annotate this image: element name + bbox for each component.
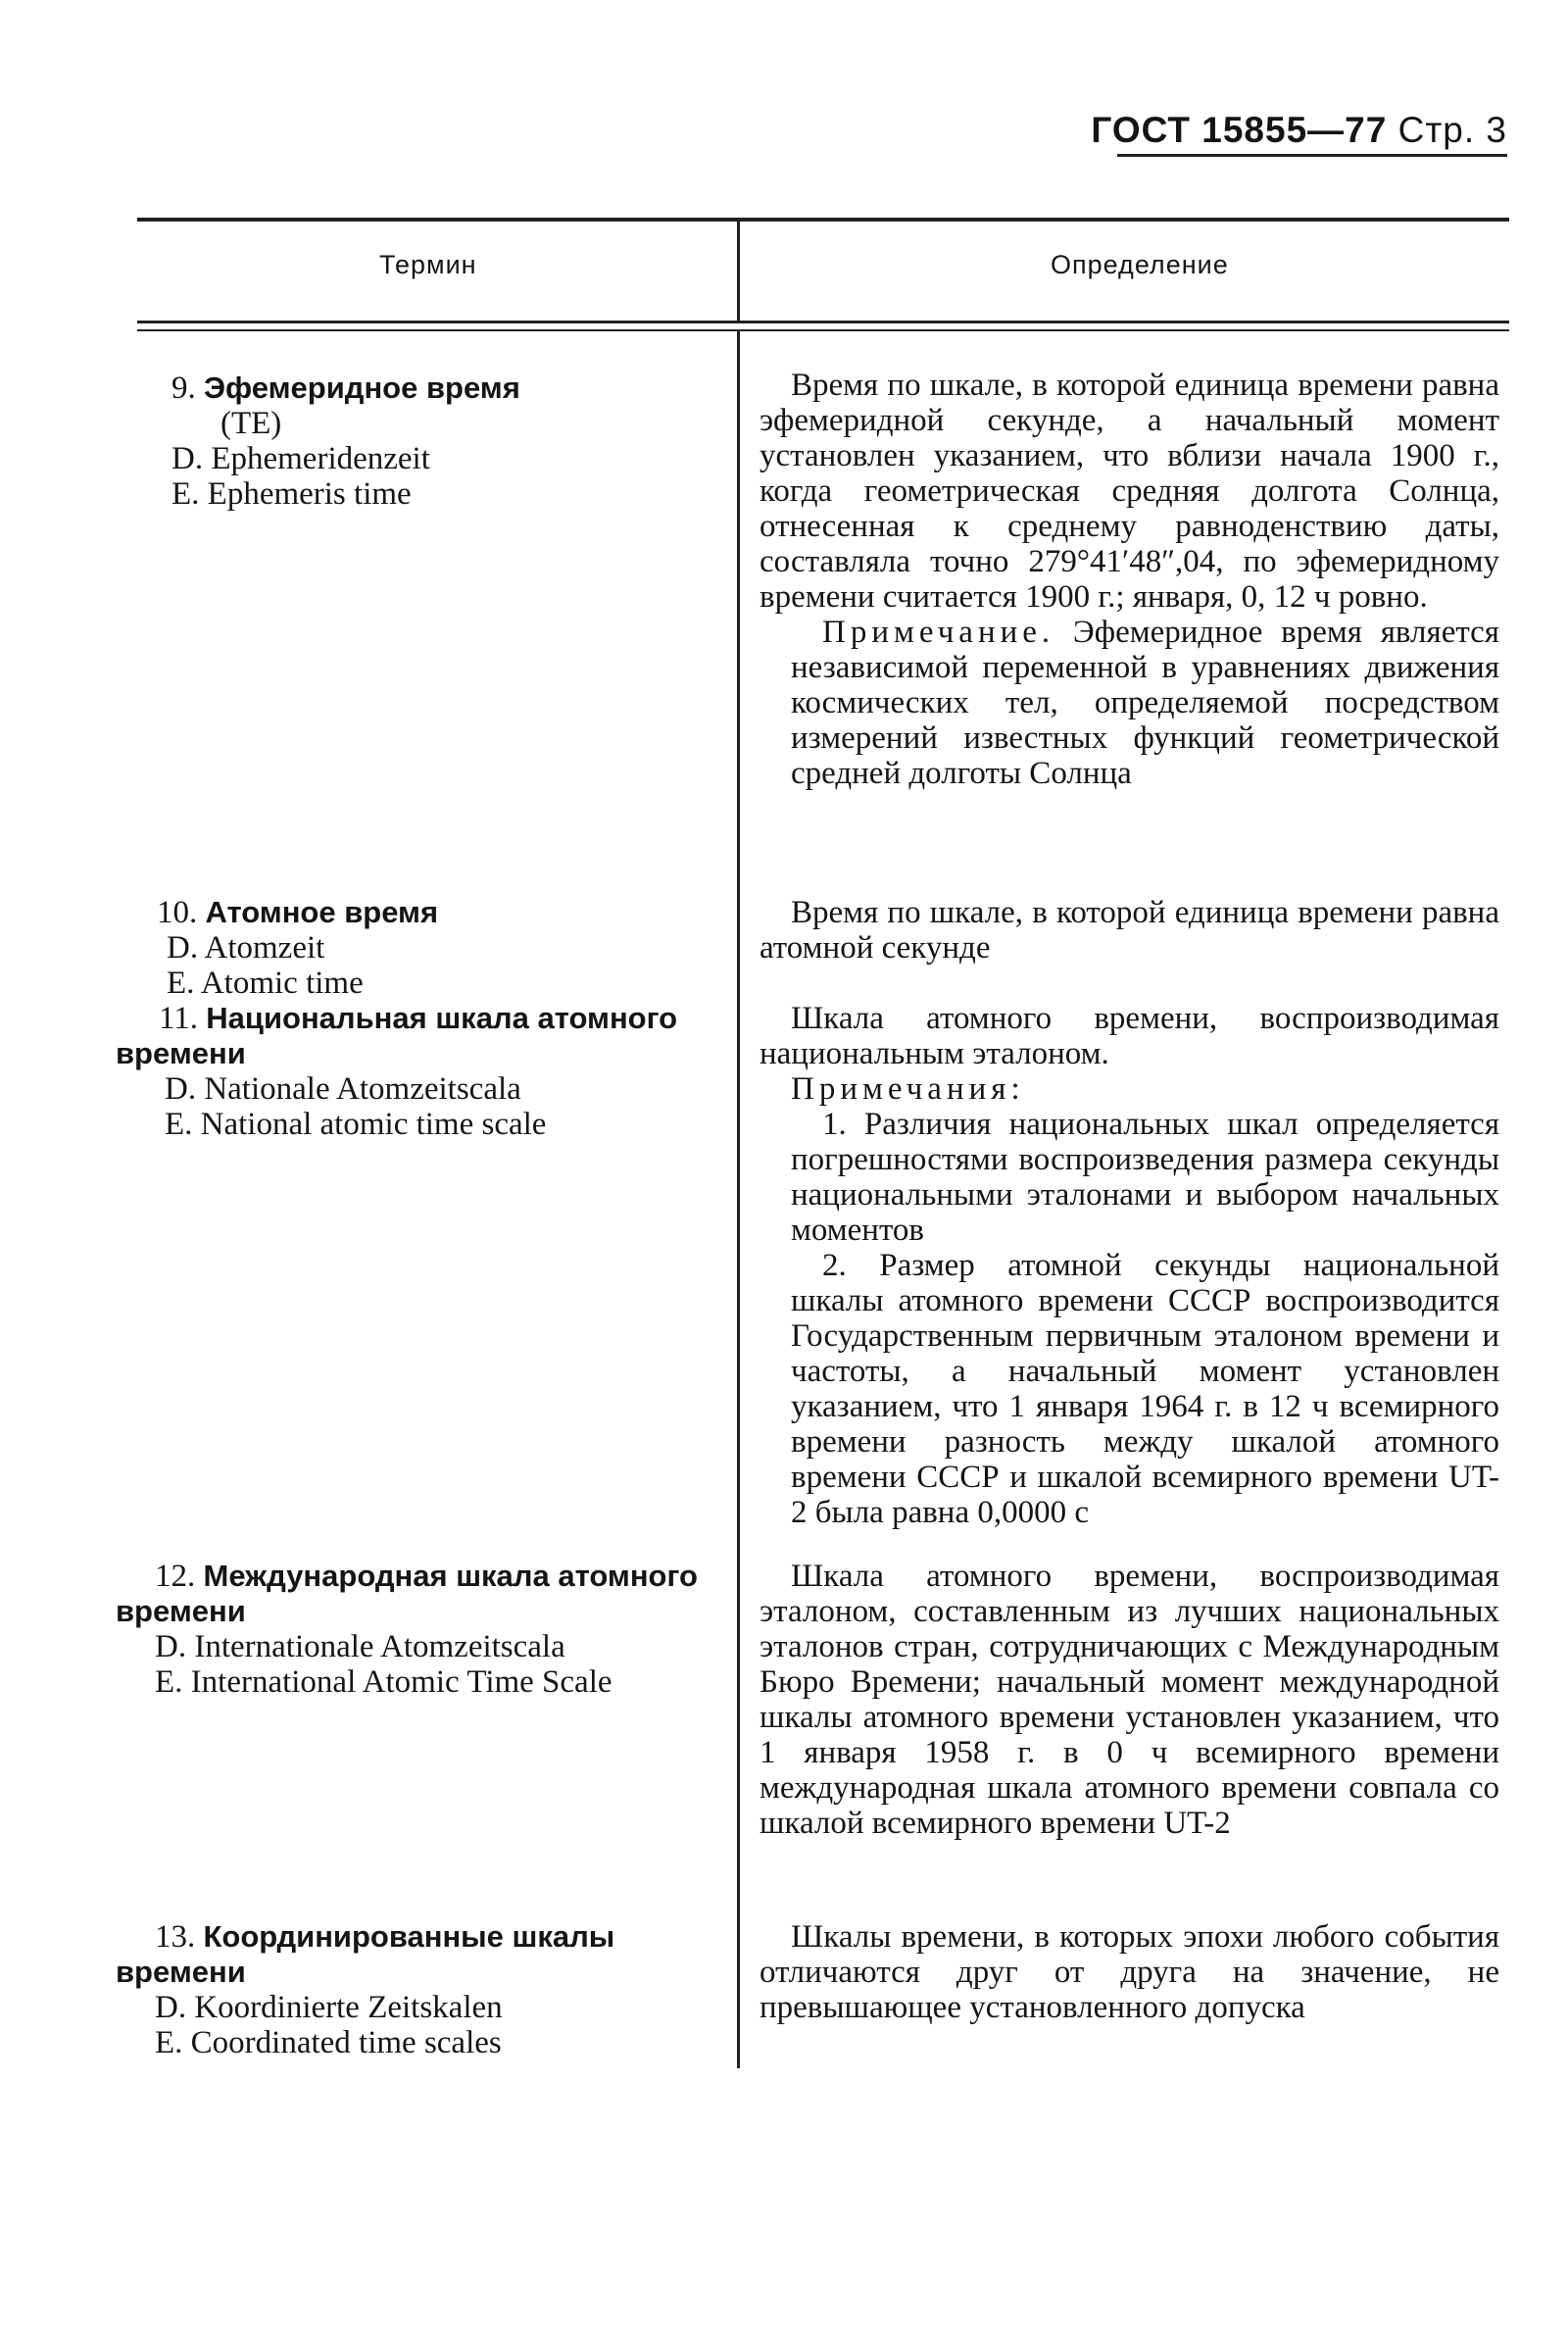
- note-label: Примечание.: [822, 615, 1055, 650]
- term-english: E. National atomic time scale: [165, 1107, 547, 1142]
- note-1: 1. Различия национальных шкал определяется погрешностями воспроизведения размера секунды национальными эталонами и выбором начальных моментов: [791, 1107, 1499, 1248]
- definition-text: Время по шкале, в которой единица времени равна эфемеридной секунде, а начальный момент установлен указанием, что вблизи начала 1900 г., когда геометрическая средняя долгота Солнца, отнесенная к среднему равноденствию даты, составляла точно 279°41′48″,04, по эфемеридному времени считается 1900 г.; января, 0, 12 ч ровно.: [760, 368, 1499, 615]
- header-rule-2: [137, 329, 1509, 331]
- header-rule-1: [137, 321, 1509, 323]
- note-2: 2. Размер атомной секунды национальной шкалы атомного времени СССР воспроизводится Государственным первичным эталоном времени и частоты, а начальный момент установлен указанием, что 1 января 1964 г. в 12 ч всемирного времени разность между шкалой атомного времени СССР и шкалой всемирного времени UT-2 была равна 0,0000 с: [791, 1248, 1499, 1530]
- term-number: 12.: [155, 1559, 196, 1594]
- term-number: 10.: [157, 895, 198, 930]
- term-abbreviation: (ТЕ): [220, 406, 282, 441]
- term-english: E. Coordinated time scales: [155, 2025, 502, 2060]
- term-title: Координированные шкалы времени: [116, 1919, 615, 1989]
- term-number: 13.: [155, 1919, 196, 1955]
- body-column-divider: [737, 331, 740, 2068]
- notes-label: Примечания:: [791, 1071, 1025, 1107]
- term-german: D. Atomzeit: [167, 930, 325, 966]
- term-title: Международная шкала атомного времени: [116, 1559, 698, 1628]
- note: [760, 615, 1499, 791]
- term-title: Национальная шкала атомного времени: [116, 1001, 678, 1070]
- term-german: D. Internationale Atomzeitscala: [155, 1629, 565, 1664]
- table-top-rule: [137, 218, 1509, 222]
- term-title: Атомное время: [205, 895, 439, 929]
- page-header: [1091, 110, 1507, 151]
- term-number: 9.: [172, 371, 196, 406]
- note-text: Эфемеридное время является независимой переменной в уравнениях движения космических тел, определяемой посредством измерений известных функций геометрической средней долготы Солнца: [791, 615, 1499, 791]
- definition-text: Шкалы времени, в которых эпохи любого события отличаются друг от друга на значение, не превышающее установленного допуска: [760, 1919, 1499, 2025]
- term-9: [172, 371, 760, 512]
- definition-13: [760, 1919, 1499, 2025]
- definition-text: Шкала атомного времени, воспроизводимая эталоном, составленным из лучших национальных эталонов стран, сотрудничающих с Международным Бюро Времени; начальный момент международной шкалы атомного времени установлен указанием, что 1 января 1958 г. в 0 ч всемирного времени международная шкала атомного времени совпала со шкалой всемирного времени UT-2: [760, 1559, 1499, 1841]
- term-german: D. Koordinierte Zeitskalen: [155, 1990, 503, 2025]
- definition-text: Время по шкале, в которой единица времени равна атомной секунде: [760, 895, 1499, 966]
- header-column-divider: [737, 218, 740, 323]
- term-german: D. Ephemeridenzeit: [172, 441, 430, 476]
- header-underline: [1117, 154, 1507, 157]
- term-german: D. Nationale Atomzeitscala: [165, 1071, 521, 1107]
- column-header-definition: Определение: [1051, 250, 1229, 279]
- term-13: [116, 1919, 684, 2060]
- definition-11: [760, 1001, 1499, 1530]
- definition-12: [760, 1559, 1499, 1841]
- term-english: E. International Atomic Time Scale: [155, 1664, 612, 1700]
- term-11: [116, 1001, 704, 1142]
- term-10: [157, 895, 745, 1001]
- page-number: Стр. 3: [1397, 110, 1507, 150]
- definition-text: Шкала атомного времени, воспроизводимая национальным эталоном.: [760, 1001, 1499, 1071]
- term-english: E. Ephemeris time: [172, 476, 412, 512]
- term-english: E. Atomic time: [167, 966, 364, 1001]
- definition-10: [760, 895, 1499, 966]
- column-header-term: Термин: [379, 250, 477, 279]
- term-12: [116, 1559, 704, 1700]
- term-number: 11.: [159, 1001, 199, 1036]
- term-title: Эфемеридное время: [204, 371, 520, 405]
- standard-number: ГОСТ 15855—77: [1091, 110, 1388, 150]
- definition-9: [760, 368, 1499, 791]
